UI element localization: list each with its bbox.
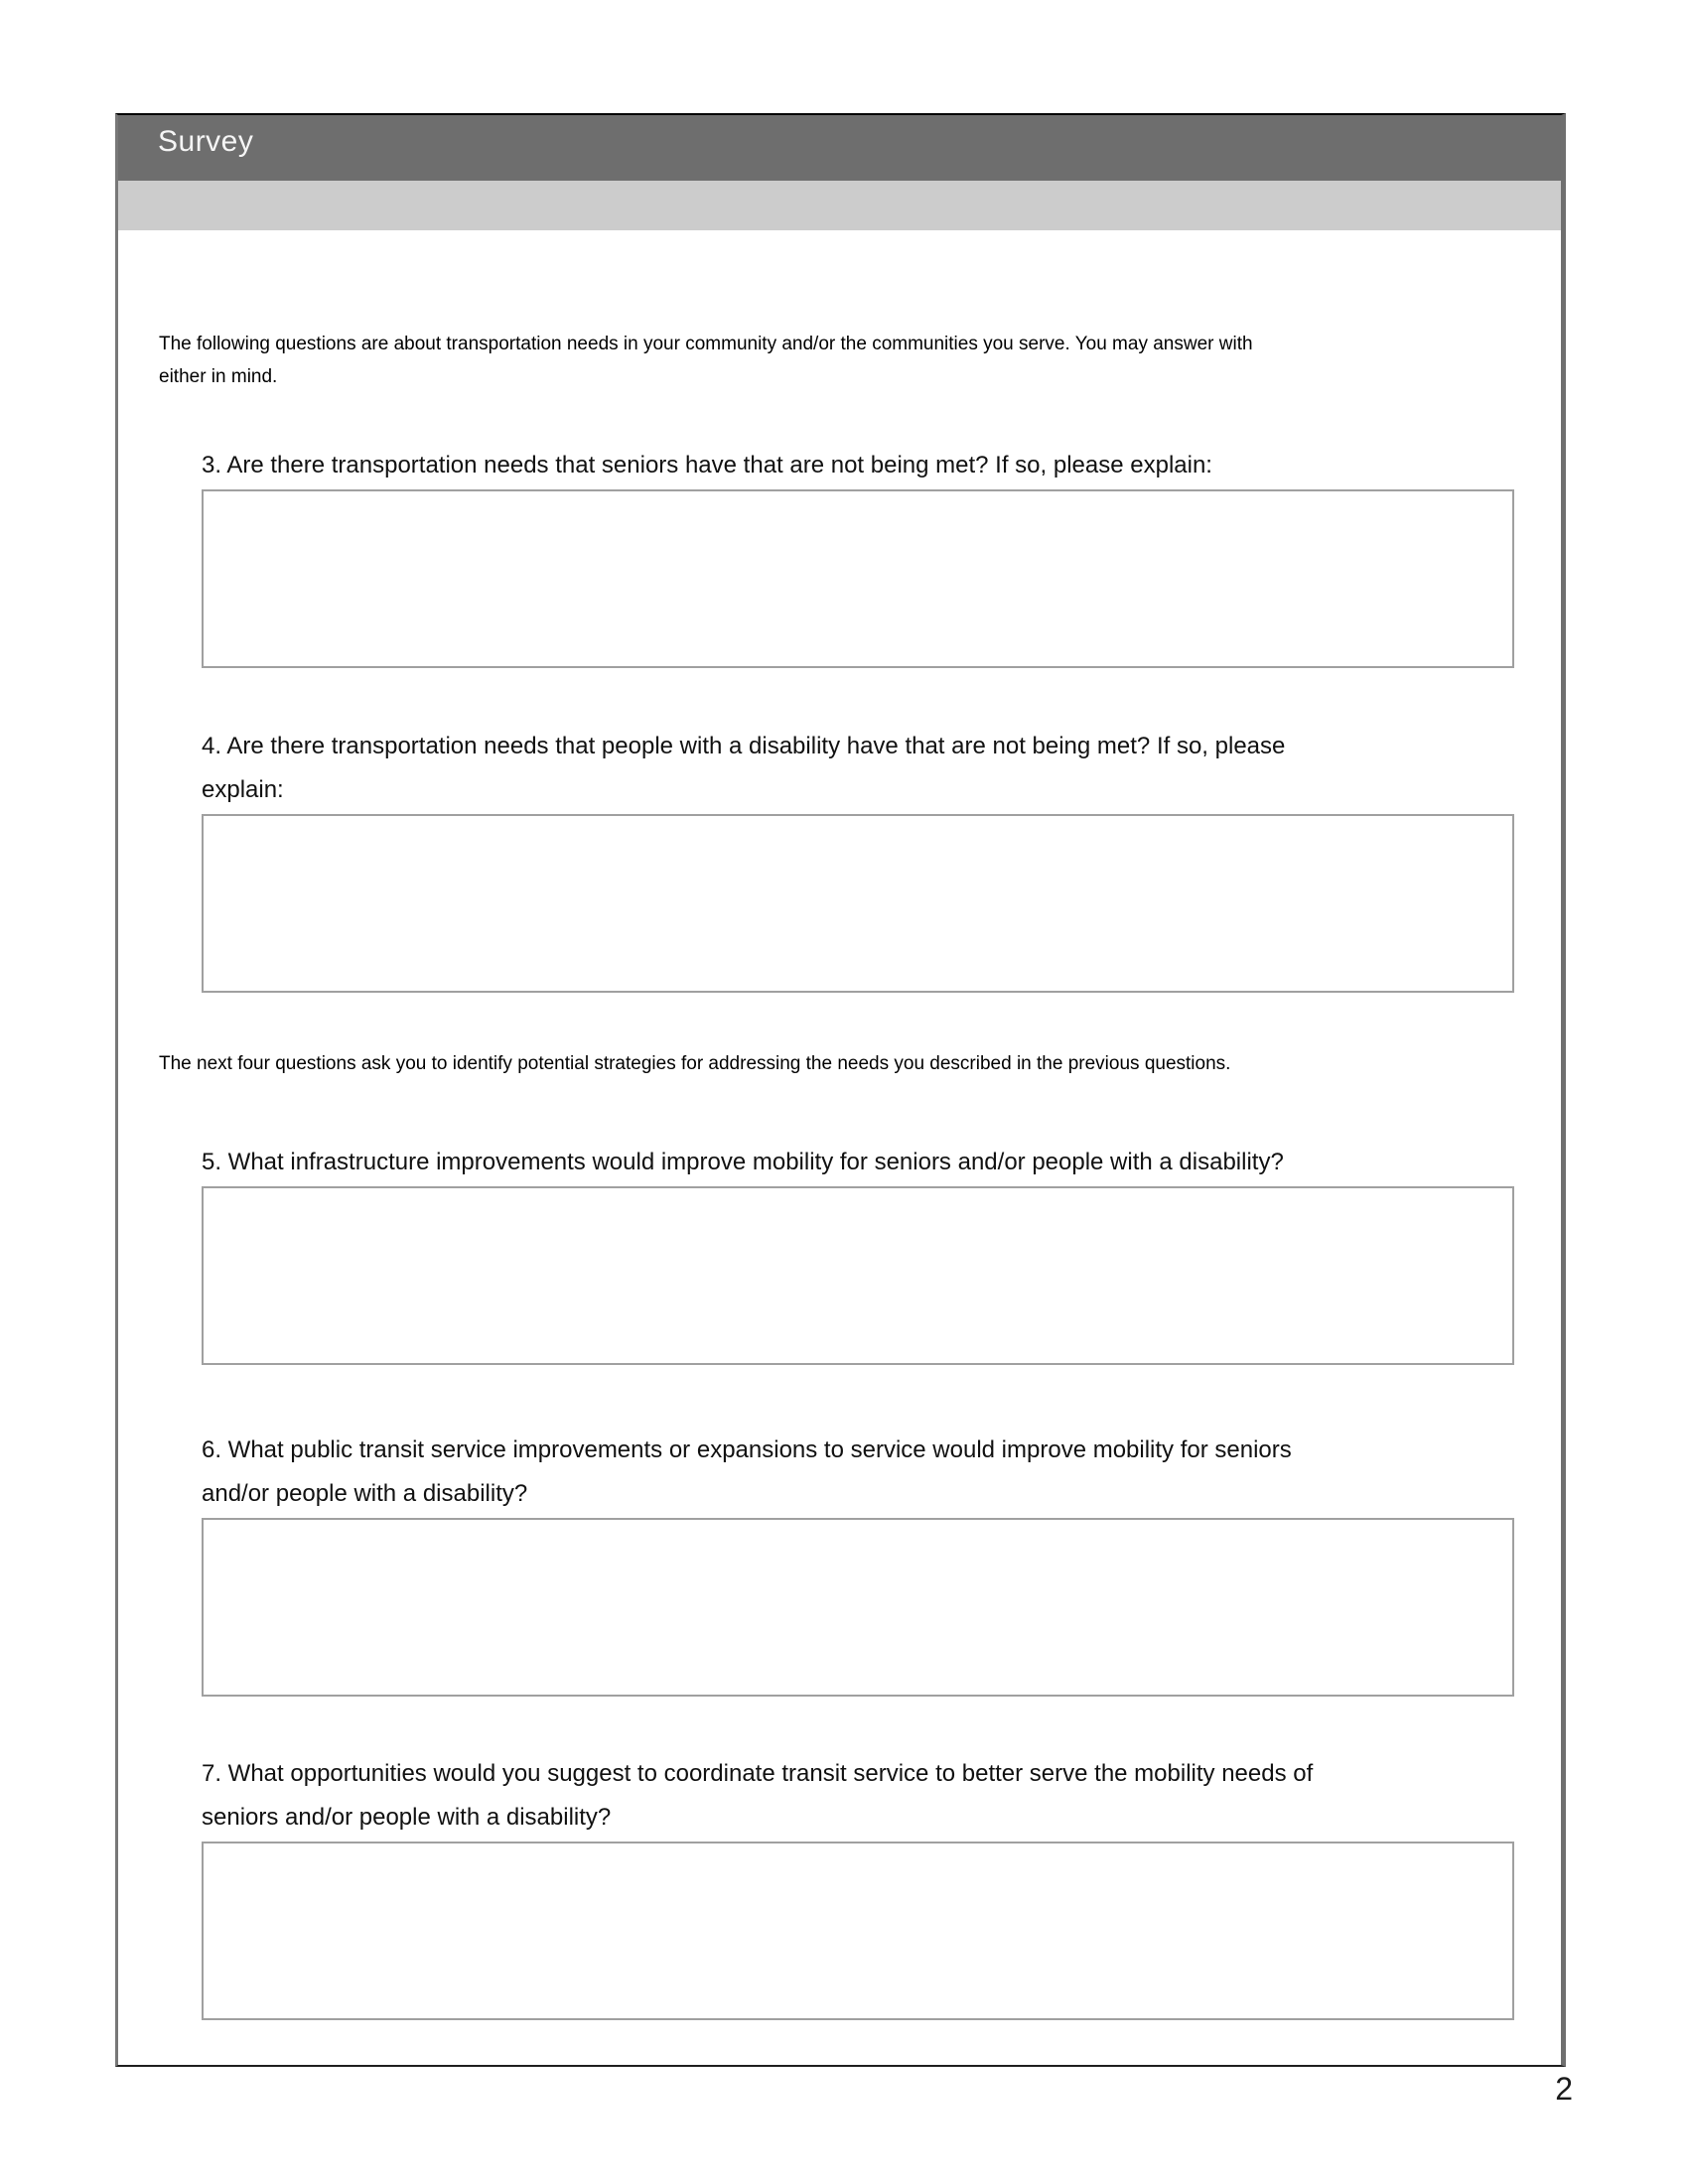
form-body (118, 230, 1561, 2065)
question-5-answer-textarea[interactable] (202, 1186, 1514, 1365)
question-6-label-line-1: 6. What public transit service improvements or expansions to service would improve mobility for seniors (202, 1436, 1292, 1463)
question-7-answer-textarea[interactable] (202, 1842, 1514, 2020)
mid-note-line-1: The next four questions ask you to identify potential strategies for addressing the needs you described in the previous questions. (159, 1053, 1231, 1074)
survey-form-page (115, 113, 1566, 2067)
question-7 (202, 1752, 1514, 2020)
question-4-label-line-2: explain: (202, 776, 284, 803)
form-title: Survey (158, 125, 254, 158)
question-3 (202, 444, 1514, 668)
question-3-answer-textarea[interactable] (202, 489, 1514, 668)
question-4-answer-textarea[interactable] (202, 814, 1514, 993)
question-7-label-line-2: seniors and/or people with a disability? (202, 1804, 612, 1831)
question-4-label (202, 725, 1514, 812)
mid-note-paragraph (159, 1047, 1479, 1080)
question-6 (202, 1429, 1514, 1697)
question-7-label-line-1: 7. What opportunities would you suggest to coordinate transit service to better serve the mobility needs of (202, 1760, 1314, 1787)
question-3-label-line-1: 3. Are there transportation needs that seniors have that are not being met? If so, please explain: (202, 452, 1212, 478)
question-6-answer-textarea[interactable] (202, 1518, 1514, 1697)
question-5-label (202, 1141, 1514, 1184)
intro-line-1: The following questions are about transportation needs in your community and/or the communities you serve. You may answer with (159, 334, 1253, 354)
intro-line-2: either in mind. (159, 366, 278, 387)
question-6-label-line-2: and/or people with a disability? (202, 1480, 528, 1507)
question-5-label-line-1: 5. What infrastructure improvements would improve mobility for seniors and/or people with a disability? (202, 1149, 1284, 1175)
question-5 (202, 1141, 1514, 1365)
question-4-label-line-1: 4. Are there transportation needs that people with a disability have that are not being met? If so, please (202, 733, 1286, 759)
question-7-label (202, 1752, 1514, 1840)
page-number: 2 (1555, 2071, 1573, 2107)
question-4 (202, 725, 1514, 993)
question-3-label (202, 444, 1514, 487)
form-subheader-bar (118, 181, 1561, 230)
form-header-bar (118, 115, 1561, 181)
intro-paragraph (159, 328, 1479, 393)
question-6-label (202, 1429, 1514, 1516)
